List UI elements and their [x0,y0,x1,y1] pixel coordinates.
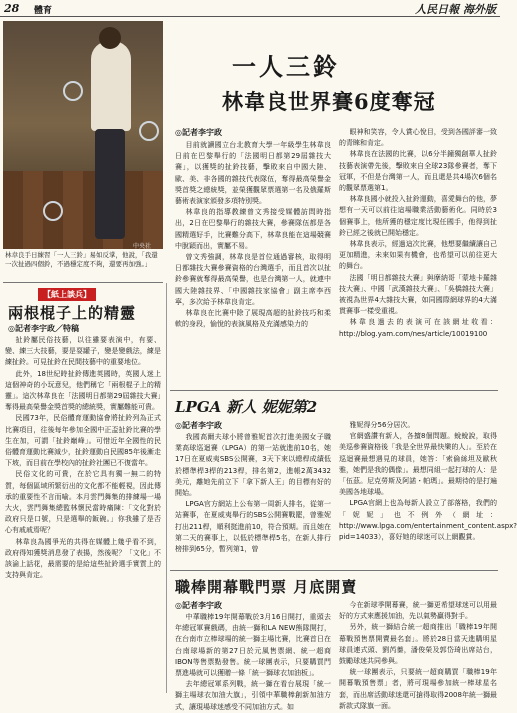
sidebar-body [5,335,161,690]
main-story-col2 [339,127,497,380]
paragraph: 我國高爾夫球小將曾雅妮首次打進美國女子職業高球巡迴賽（LPGA）的第一站就進前10名，她17日在夏威夷SBS公開賽，3天下來以總桿成績低於標準桿3桿的213桿，排名第2，進帳2萬3432美元，離她先前立下「拿下新人王」的目標有好的開始。 [175,433,331,498]
sidebar-byline: ◎記者李宇政／特稿 [8,324,79,333]
sidebar-title: 兩根棍子上的精靈 [8,304,137,322]
paragraph: 林韋良的指導教練曾文秀接受媒體訪問時指出，2日在巴黎舉行的雜技大賽，參賽隊伍都是各國精選好手，比賽難分高下，林韋良能在這場競賽中脫穎而出，實屬不易。 [175,208,331,250]
athlete-photo [3,21,163,249]
paragraph: 林韋良在法國的比賽，以6分半鐘獨創華人扯鈴技藝表演帶先後，擊敗來自全球23隊參賽者，奪下冠軍，不但是台灣第一人，而且還是共4場次6個名的觀眾票選第1。 [339,150,497,193]
paragraph: 今在新球季開幕賽，統一獅更希望球迷可以用最好的方式來應援加油，先以氣勢贏得對手。 [339,601,497,621]
sidebar-divider [3,282,163,283]
paragraph: 林韋良國小就投入扯鈴運動，喜愛舞台的他，夢想有一天可以前往這場職業活動藝術化。同時於3個賽事上，他所獲的穩定度比現任國手，他得到扯鈴已經之後就已開始穩定。 [339,195,497,237]
paragraph: 雅妮得分56分居次。 [349,421,415,429]
paragraph: 民國73年，民俗體育運動協會將扯鈴列為正式比賽項目，往後每年參加全國中正盃扯鈴比賽的學生在加，可謂「扯鈴巔峰」。可惜近年全國性的民俗體育運動比賽減少，扯鈴運動自民國85年後漸走下坡，而目前在學校內的扯鈴社團已不復當年。 [5,414,161,468]
paragraph: 扯鈴屬民俗技藝，以往雖要表演中，有要、變、練三大技藝，要是耍罐子，變是變戲法，練是練扯鈴。可見扯鈴在民間技藝中的重要地位。 [5,336,161,367]
paragraph: LPGA官網上也為每新人設立了部落格，我們的「妮妮」也不例外（網址：http://www.lpga.com/entertainment_content.aspx?pid=14033），喜好她的球迷可以上網觀賞。 [339,499,517,542]
paragraph: 曾文秀強調，林韋良是首位通過審核，取得明日都雜技大賽參賽資格的台灣選手，而且首次以扯鈴參賽就奪得最高榮譽，也是台灣第一人，就連中國大陸雜技界、「中國雜技家協會」副主席李西寧，多次給予林韋良肯定。 [175,253,331,306]
paragraph: 民俗文化的可貴，在於它具有獨一無二的特質，每個區域所繁衍出的文化都不能輕視，因此傳承的重要性不言而喻。本月雲門舞集的排練場一場大火，雲門舞集總監林懷民當時痛陳：「文化對於政府只是口號，只是選舉的飯碗。」你我雖了是否心有戚戚焉呢？ [5,470,161,535]
paragraph: LPGA官方網站上公布第一周新人排名，從第一站賽事，在夏威夷舉行的SBS公開賽戰罷，曾雅妮打出211桿，順利挺進前10，符合預期。而且她在第二天的賽事上，以低於標準桿5名，在新人排行榜排到65分，暫列第1，曾 [175,500,331,554]
paragraph: 中華職棒19年開幕戰於3月16日開打，重頭去年總冠軍賽戲碼，由統一獅和LA NEW熊隊開打，在台南市立棒球場的統一獅主場比賽，比賽首日在台南球場新的第27日於元風售票網、統一超商IBON等售票點發售。統一球團表示，只要購買門票進場就可以獲贈一條「統一獅球衣加油板」。 [175,613,331,678]
sidebar-tag: 【紙上談兵】 [38,288,96,301]
paragraph: 眼神和笑容，令人賞心悅目，受到各國評審一致的青睞和肯定。 [339,128,497,148]
lpga-byline: ◎記者李宇政 [175,421,222,430]
lpga-col1 [175,432,331,564]
baseball-byline: ◎記者李宇政 [175,601,222,610]
newspaper-brand: 人民日報 海外版 [415,3,496,16]
paragraph: 林韋良表示，經過這次比賽，他想要繼續讓自己更加精進，未來如果有機會，也希望可以前往更大的舞台。 [339,240,497,271]
paragraph: 官網盛讚有新人，各擅8個問題。蛻蛻說，取得美巡參賽資格後「我是全世界最快樂的人」。至於在巡迴賽最想遇見的球員，她答：「索倫絲坦及歐秋雅，她們是我的偶像」。最想同組一起打球的人：是「伍茲。尼克勞斯及阿諾・帕瑪」。最期待的是打遍美國各地球場。 [339,432,497,497]
page-number: 28 [4,2,20,15]
paragraph: 另外，統一獅結合統一超商推出「職棒19年開幕戰預售票開賣最名套」。將於28日當天進購明星球員連式頭、劉芮蓁，潘俊榮及郭岱琦出席站台，鼓勵球迷共同參與。 [339,623,497,666]
paragraph: 法國「明日都雜技大賽」與摩納哥「蒙地卡羅雜技大賽」、中國「武漢雜技大賽」、「吳橋雜技大賽」被視為世界4大雜技大賽，如同國際網球界的4大滿貫賽事一樣受重視。 [339,273,497,316]
paragraph: 去年總冠軍系列戰，統一獅在看台展現「統一獅主場球衣加油大旗」，引領中華職棒創新加油方式，讓現場球迷感受不同加油方式。如 [175,680,331,711]
paragraph: 統一球團表示，只要統一超商購買「職棒19年開幕戰預售票」者，將可現場參加統一棒球星名套，而出席活動球迷還可搶得取得2008年統一獅最新款式隊旗一面。 [339,668,497,710]
baseball-headline: 職棒開幕戰門票 月底開賣 [175,578,358,596]
main-story-col1 [175,140,331,380]
lpga-headline: LPGA 新人 妮妮第2 [175,398,318,416]
paragraph: 林韋良過去的表演可在該網址收看：http://blog.yam.com/nes/article/10019100 [339,318,497,338]
baseball-col2 [339,600,497,710]
main-headline-line1: 一人三鈴 [232,52,340,81]
column-divider [166,283,167,693]
paragraph: 林韋良為國爭光的共得在媒體上幾乎看不到，政府得知獲獎消息發了表揚，然後呢？「文化」不該淪上話花，最需要的是給這些扯鈴選手實質上的支持與肯定。 [5,537,161,580]
photo-caption: 林韋良手日練習「一人三鈴」易如反掌，他說，「我還一次扯過四個鈴，不過穩定度不夠，還要再加強。」 [5,251,158,268]
lpga-col2 [339,420,517,564]
lpga-divider [170,390,498,391]
baseball-col1 [175,612,331,711]
baseball-divider [170,570,498,571]
paragraph: 目前就讀國立台北教育大學一年級學生林韋良日前在巴黎舉行的「法國明日都第29屆雜技大賽」，以獲獎的扯鈴技藝，擊敗來自中國大陸、歐、美、非各國的雜技代表隊伍，奪得最高榮譽金獎首獎之總統獎，並榮獲觀眾票選第一名及俄羅斯藝術表演家頒發多項特別獎。 [175,141,331,206]
paragraph: 林韋良在比賽中除了展現高超的扯鈴技巧和柔軟的身段，愉悅的表演風格及充滿感染力的 [175,309,331,329]
paragraph: 此外，18世紀時扯鈴傳進英國時，英國人迷上這個神奇的小玩意兒，他們稱它「兩根棍子上的精靈」。這次林韋良在「法國明日都第29屆雜技大賽」奪得最高榮譽金獎首獎的總統獎，實屬難能可貴。 [5,369,161,412]
photo-credit: 中央社 [133,243,152,250]
main-headline-line2: 林韋良世界賽6度奪冠 [222,89,436,114]
section-label: 體育 [34,6,53,16]
main-byline: ◎記者李宇政 [175,128,222,137]
